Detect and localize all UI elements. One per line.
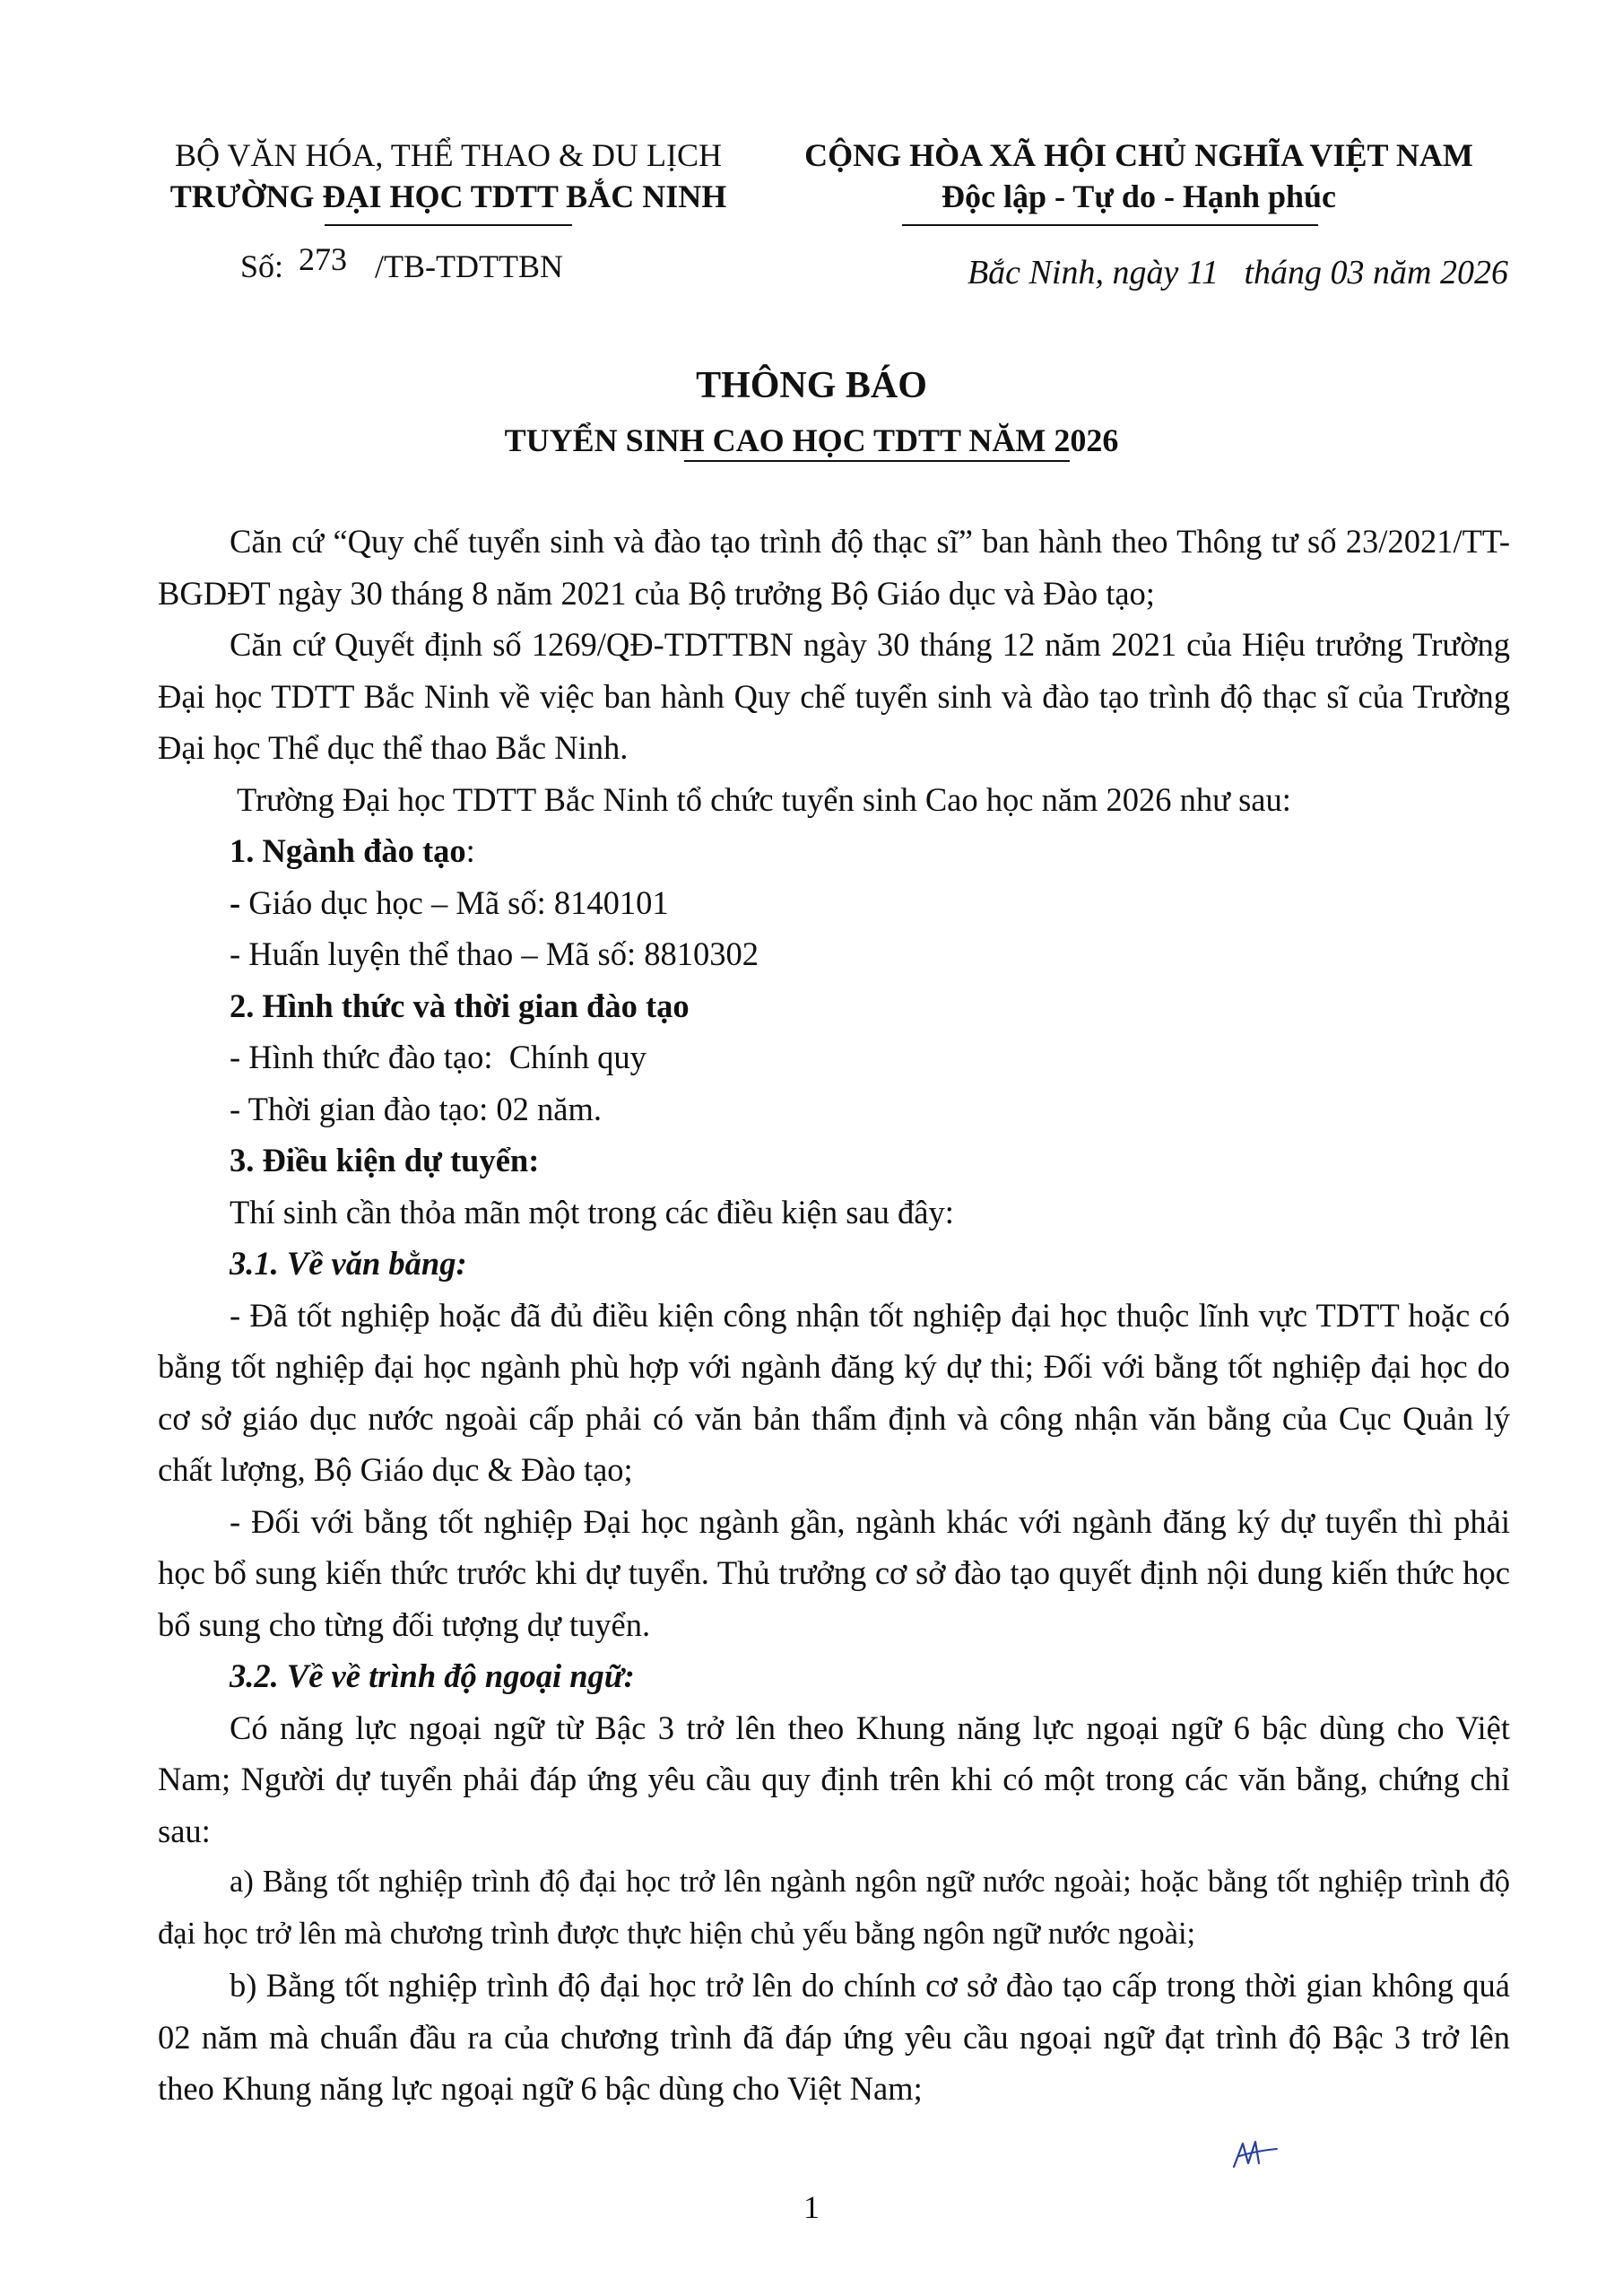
basis-paragraph-2: Căn cứ Quyết định số 1269/QĐ-TDTTBN ngày 30 tháng 12 năm 2021 của Hiệu trưởng Trường Đại học TDTT Bắc Ninh về việc ban hành Quy chế tuyển sinh và đào tạo trình độ thạc sĩ của Trường Đại học Thể dục thể thao Bắc Ninh. xyxy=(158,626,1510,766)
major-item-1-text: Giáo dục học – Mã số: 8140101 xyxy=(240,883,669,921)
number-label: Số: xyxy=(240,248,284,284)
motto-underline xyxy=(902,224,1318,226)
document-number xyxy=(240,241,564,285)
subtitle-underline xyxy=(684,460,1070,462)
major-item-1-dash: - xyxy=(230,883,241,921)
degree-paragraph-2: - Đối với bằng tốt nghiệp Đại học ngành gần, ngành khác với ngành đăng ký dự tuyển thì phải học bổ sung kiến thức trước khi dự tuyển. Thủ trưởng cơ sở đào tạo quyết định nội dung kiến thức học bổ sung cho từng đối tượng dự tuyển. xyxy=(158,1502,1510,1643)
major-item-2: - Huấn luyện thể thao – Mã số: 8810302 xyxy=(230,935,759,972)
language-paragraph: Có năng lực ngoại ngữ từ Bậc 3 trở lên theo Khung năng lực ngoại ngữ 6 bậc dùng cho Việt Nam; Người dự tuyển phải đáp ứng yêu cầu quy định trên khi có một trong các văn bằng, chứng chỉ sau: xyxy=(158,1709,1510,1849)
school-name: TRƯỜNG ĐẠI HỌC TDTT BẮC NINH xyxy=(169,178,727,214)
document-title: THÔNG BÁO xyxy=(696,365,927,406)
degree-paragraph-1: - Đã tốt nghiệp hoặc đã đủ điều kiện công nhận tốt nghiệp đại học thuộc lĩnh vực TDTT hoặc có bằng tốt nghiệp đại học ngành phù hợp với ngành đăng ký dự thi; Đối với bằng tốt nghiệp đại học do cơ sở giáo dục nước ngoài cấp phải có văn bản thẩm định và công nhận văn bằng của Cục Quản lý chất lượng, Bộ Giáo dục & Đào tạo; xyxy=(158,1296,1510,1488)
page-number: 1 xyxy=(803,2189,820,2225)
section-3-intro: Thí sinh cần thỏa mãn một trong các điều kiện sau đây: xyxy=(230,1193,954,1231)
number-value: 273 xyxy=(299,241,348,277)
issue-date: Bắc Ninh, ngày 11 tháng 03 năm 2026 xyxy=(967,254,1508,291)
initials-signature-icon xyxy=(1230,2136,1280,2172)
section-1-title: 1. Ngành đào tạo xyxy=(230,832,466,869)
number-suffix: /TB-TDTTBN xyxy=(375,248,564,284)
form-item: - Hình thức đào tạo: Chính quy xyxy=(230,1039,647,1075)
national-block xyxy=(771,135,1506,217)
section-1-heading xyxy=(158,825,1510,877)
language-item-a: a) Bằng tốt nghiệp trình độ đại học trở lên ngành ngôn ngữ nước ngoài; hoặc bằng tốt nghiệp trình độ đại học trở lên mà chương trình được thực hiện chủ yếu bằng ngôn ngữ nước ngoài; xyxy=(158,1865,1510,1951)
section-3-heading: 3. Điều kiện dự tuyển: xyxy=(230,1142,540,1178)
section-3-1-heading: 3.1. Về văn bằng: xyxy=(230,1245,467,1282)
ministry-name: BỘ VĂN HÓA, THỂ THAO & DU LỊCH xyxy=(175,137,722,173)
basis-paragraph-1: Căn cứ “Quy chế tuyển sinh và đào tạo trình độ thạc sĩ” ban hành theo Thông tư số 23/2021/TT-BGDĐT ngày 30 tháng 8 năm 2021 của Bộ trưởng Bộ Giáo dục và Đào tạo; xyxy=(158,523,1510,612)
major-item-1 xyxy=(158,877,1510,929)
document-body xyxy=(158,516,1510,2115)
section-3-2-heading: 3.2. Về về trình độ ngoại ngữ: xyxy=(230,1657,635,1694)
section-2-heading: 2. Hình thức và thời gian đào tạo xyxy=(230,987,690,1024)
country-name: CỘNG HÒA XÃ HỘI CHỦ NGHĨA VIỆT NAM xyxy=(804,137,1473,173)
national-motto: Độc lập - Tự do - Hạnh phúc xyxy=(941,178,1337,214)
issuer-block xyxy=(143,135,753,217)
document-subtitle: TUYỂN SINH CAO HỌC TDTT NĂM 2026 xyxy=(504,422,1119,458)
intro-paragraph: Trường Đại học TDTT Bắc Ninh tổ chức tuyển sinh Cao học năm 2026 như sau: xyxy=(237,780,1291,818)
school-underline xyxy=(325,224,572,226)
duration-item: - Thời gian đào tạo: 02 năm. xyxy=(230,1090,602,1127)
section-1-colon: : xyxy=(465,832,475,869)
language-item-b: b) Bằng tốt nghiệp trình độ đại học trở lên do chính cơ sở đào tạo cấp trong thời gian không quá 02 năm mà chuẩn đầu ra của chương trình đã đáp ứng yêu cầu ngoại ngữ đạt trình độ Bậc 3 trở lên theo Khung năng lực ngoại ngữ 6 bậc dùng cho Việt Nam; xyxy=(158,1967,1510,2107)
